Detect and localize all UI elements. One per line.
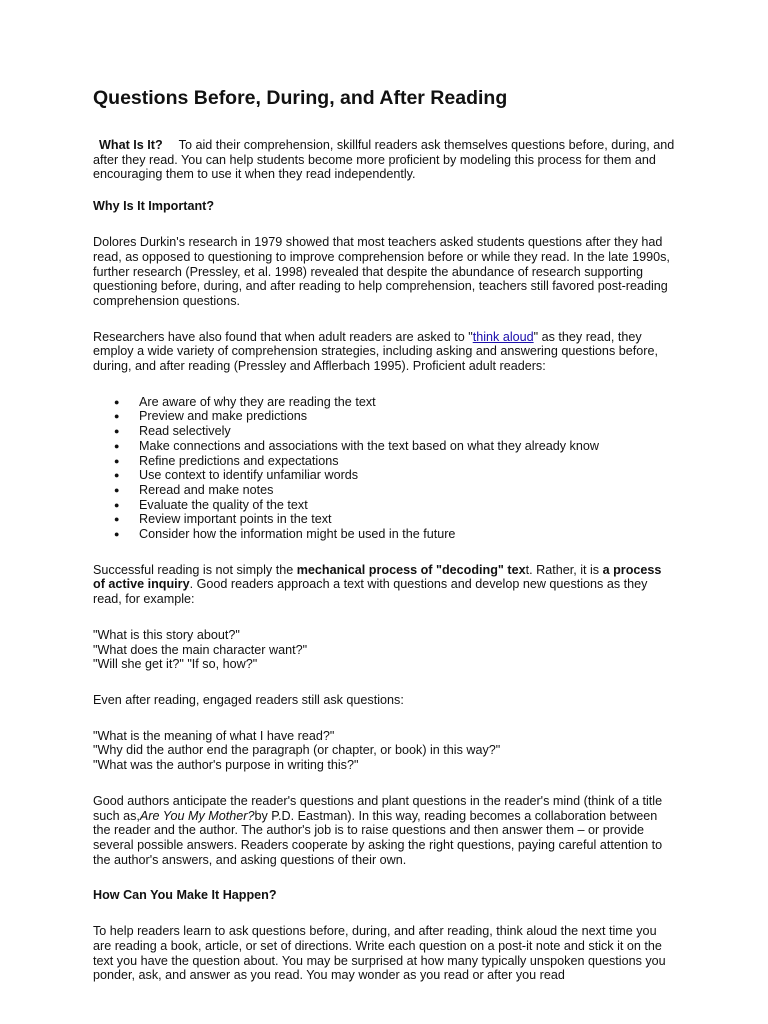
- bullet-dot-icon: ●: [114, 440, 120, 451]
- bullet-item: [114, 395, 676, 410]
- why-paragraph-5: [93, 794, 676, 868]
- bullet-item: [114, 498, 676, 513]
- question-line: "Why did the author end the paragraph (or chapter, or book) in this way?": [93, 743, 501, 758]
- why-paragraph-1: Dolores Durkin's research in 1979 showed that most teachers asked students questions after they had read, as opposed to questioning to improve comprehension before or while they read. In the late 1990s, further research (Pressley, et al. 1998) revealed that despite the abundance of research supporting questioning before, during, and after reading to help comprehension, teachers still favored post-reading comprehension questions.: [93, 235, 670, 308]
- section-heading-why: Why Is It Important?: [93, 199, 215, 214]
- why-paragraph-4: Even after reading, engaged readers still ask questions:: [93, 692, 404, 707]
- bullet-text: Consider how the information might be used in the future: [139, 527, 456, 542]
- why-paragraph-5-a: Good authors anticipate the reader's questions and plant questions in the reader's mind (think of a title such as,: [93, 793, 663, 823]
- bullet-item: [114, 512, 676, 527]
- bullet-item: [114, 409, 676, 424]
- bullet-dot-icon: ●: [114, 455, 120, 466]
- bullet-text: Reread and make notes: [139, 482, 274, 497]
- why-paragraph-3-b: mechanical process of "decoding" tex: [296, 562, 526, 577]
- question-line: "What was the author's purpose in writing this?": [93, 758, 359, 773]
- question-line: "What is this story about?": [93, 627, 240, 642]
- bullet-dot-icon: ●: [114, 470, 120, 481]
- question-line: "What is the meaning of what I have read?": [93, 728, 335, 743]
- why-paragraph-3: [93, 563, 676, 607]
- why-paragraph-3-a: Successful reading is not simply the: [93, 562, 297, 577]
- bullet-text: Preview and make predictions: [139, 409, 307, 424]
- book-title: Are You My Mother?: [139, 808, 255, 823]
- bullet-text: Read selectively: [139, 424, 231, 439]
- bullet-text: Review important points in the text: [139, 512, 332, 527]
- bullet-list: [93, 395, 676, 542]
- why-paragraph-5-b: by P.D. Eastman). In this way, reading becomes a collaboration between the reader and the author. The author's job is to raise questions and then answer them – or provide several possible answers. Readers cooperate by asking the right questions, paying careful attention to the author's answers, and asking questions of their own.: [93, 808, 663, 867]
- intro-paragraph: [93, 138, 676, 182]
- bullet-dot-icon: ●: [114, 514, 120, 525]
- bullet-text: Refine predictions and expectations: [139, 453, 339, 468]
- why-paragraph-2-before: Researchers have also found that when adult readers are asked to ": [93, 329, 473, 344]
- bullet-dot-icon: ●: [114, 484, 120, 495]
- bullet-dot-icon: ●: [114, 426, 120, 437]
- questions-block-2: [93, 729, 676, 773]
- why-paragraph-3-d: a process of active inquiry: [93, 562, 662, 592]
- bullet-dot-icon: ●: [114, 411, 120, 422]
- bullet-item: [114, 483, 676, 498]
- why-paragraph-3-c: t. Rather, it is: [525, 562, 603, 577]
- bullet-text: Use context to identify unfamiliar words: [139, 468, 359, 483]
- bullet-text: Are aware of why they are reading the text: [139, 394, 376, 409]
- why-paragraph-3-e: . Good readers approach a text with questions and develop new questions as they read, for example:: [93, 577, 648, 607]
- question-line: "Will she get it?" "If so, how?": [93, 657, 258, 672]
- section-heading-how: How Can You Make It Happen?: [93, 888, 277, 903]
- bullet-text: Evaluate the quality of the text: [139, 497, 308, 512]
- think-aloud-link[interactable]: think aloud: [472, 329, 534, 344]
- why-paragraph-2-after: " as they read, they employ a wide variety of comprehension strategies, including asking and answering questions before, during, and after reading (Pressley and Afflerbach 1995). Proficient adult readers:: [93, 329, 658, 374]
- bullet-item: [114, 424, 676, 439]
- intro-lead: What Is It?: [99, 138, 163, 152]
- bullet-item: [114, 527, 676, 542]
- bullet-text: Make connections and associations with the text based on what they already know: [139, 438, 599, 453]
- how-paragraph-1: To help readers learn to ask questions before, during, and after reading, think aloud the next time you are reading a book, article, or set of directions. Write each question on a post-it note and stick it on the text you have the question about. You may be surprised at how many typically unspoken questions you ponder, ask, and answer as you read. You may wonder as you read or after you read: [93, 924, 666, 983]
- why-paragraph-2: [93, 330, 676, 374]
- intro-text: To aid their comprehension, skillful readers ask themselves questions before, during, and after they read. You can help students become more proficient by modeling this process for them and encouraging them to use it when they read independently.: [93, 138, 675, 182]
- bullet-dot-icon: ●: [114, 529, 120, 540]
- bullet-item: [114, 454, 676, 469]
- bullet-dot-icon: ●: [114, 499, 120, 510]
- bullet-item: [114, 468, 676, 483]
- bullet-item: [114, 439, 676, 454]
- page-title: Questions Before, During, and After Reading: [93, 87, 508, 109]
- question-line: "What does the main character want?": [93, 642, 308, 657]
- questions-block-1: [93, 628, 676, 672]
- bullet-dot-icon: ●: [114, 396, 120, 407]
